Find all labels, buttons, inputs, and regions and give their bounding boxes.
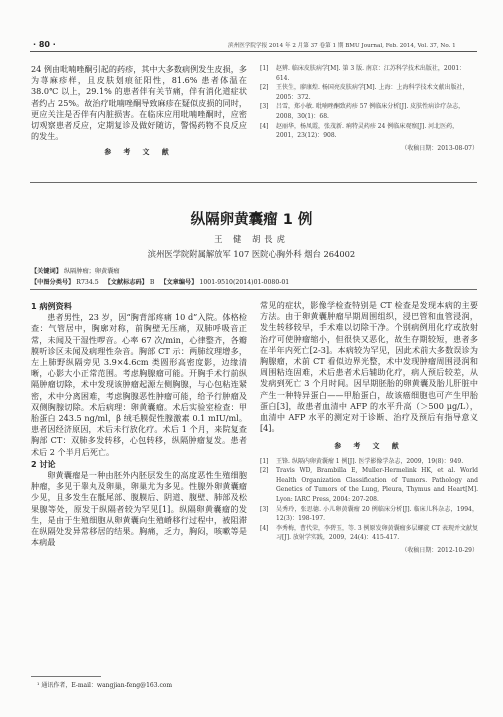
meta-divider bbox=[30, 289, 477, 290]
header-divider bbox=[30, 51, 477, 52]
article-right-column bbox=[260, 300, 478, 556]
references-list bbox=[260, 457, 478, 556]
reference-item: [4] 李秀梅，曹代荣，李碧玉，等. 3 例原发卵黄囊瘤多层螺旋 CT 表现并文献复习[J]. 放射学实践，2009，24(4)：415-417. bbox=[260, 524, 478, 542]
clc-label: 【中图分类号】 bbox=[31, 279, 75, 286]
article-title: 纵隔卵黄囊瘤 1 例 bbox=[190, 212, 313, 228]
previous-received-date: （收稿日期：2013-08-07） bbox=[401, 144, 478, 152]
discussion-paragraph: 卵黄囊瘤是一种由胚外内胚层发生的高度恶性生殖细胞肿瘤，多见于睾丸及卵巢，卵巢尤为多见。性腺外卵黄囊瘤少见，且多发生在骶尾部、腹膜后、阴道、腹壁、肺部及松果腺等处，原发于纵隔者较为罕见[1]。纵隔卵黄囊瘤的发生，是由于生殖细胞从卵黄囊向生殖嵴移行过程中，被阻滞在纵隔处发异常移居的结果。胸痛，乏力，胸闷，咳嗽等是本病最 bbox=[31, 470, 247, 548]
corresponding-author-footnote: ¹ 通讯作者，E-mail：wangjian-feng@163.com bbox=[37, 682, 173, 689]
article-authors: 王 健 胡長虎 bbox=[214, 234, 289, 244]
doc-code-label: 【文献标志码】 bbox=[104, 279, 148, 286]
previous-paragraph: 24 例由吡喃唑酮引起的药疹，其中大多数病例发生皮损，多为荨麻疹样，且皮肤划痕征阳性，81.6% 患者体温在 38.0℃ 以上，29.1% 的患者伴有关节痛，伴有消化道症状者约占 25%。故治疗吡喃唑酮导致麻疹在疑似皮损的同时，更应关注是否伴有内脏损害。在临床应用吡喃唑酮时，应密切观察患者反应，定期复诊及做好随访，警惕药物不良反应的发生。 bbox=[31, 64, 247, 142]
classification-line bbox=[31, 277, 289, 286]
discussion-continued: 常见的症状，影像学检查特别是 CT 检查是发现本病的主要方法。由于卵黄囊肿瘤早期周围组织，浸巴管和血管浸润，发生转移较早，手术难以切除干净。个别病例用化疗或放射治疗可使肿瘤缩小，但很快又恶化，故生存期较短，患者多在半年内死亡[2-3]。本病较为罕见，因此术前大多数误诊为胸腺瘤，术前 CT 看似边界光整，术中发现肿瘤周围浸润和周围粘连固难，术后患者术后辅助化疗，病人预后较差，从发病到死亡 3 个月时间。因早期胚胎的卵黄囊及胎儿肝脏中产生一种特异蛋白——甲胎蛋白，故该癌细胞也可产生甲胎蛋白[3]，故患者血清中 AFP 的水平升高（＞500 μg/L），血清中 AFP 水平的测定对于诊断、治疗及预后有指导意义[4]。 bbox=[260, 300, 478, 434]
article-left-column bbox=[31, 300, 247, 548]
reference-item: [1] 赵辨. 临床皮肤病学[M]. 第 3 版. 南京：江苏科学技术出版社，2001：614. bbox=[260, 65, 466, 82]
case-heading: 1 病例资料 bbox=[31, 301, 72, 311]
previous-references-heading: 参 考 文 献 bbox=[104, 148, 174, 157]
references-heading: 参 考 文 献 bbox=[334, 442, 404, 451]
reference-item: [1] 王锋. 纵隔内卵黄囊瘤 1 例[J]. 医学影像学杂志，2009，19(8)：949. bbox=[260, 457, 464, 465]
clc-value: R734.5 bbox=[76, 279, 99, 286]
keywords-label: 【关键词】 bbox=[31, 268, 62, 275]
article-no-value: 1001-9510(2014)01-0080-01 bbox=[199, 279, 290, 286]
case-paragraph: 患者男性，23 岁，因“胸背部疼痛 10 d”入院。体格检查：气管居中，胸廓对称，前胸壁无压痛，双肺呼吸音正常，未闻及干湿性啰音。心率 67 次/min，心律整齐，各瓣膜听诊区未闻及病理性杂音。胸部 CT 示：两肺纹理增多，左上肺野纵隔旁见 3.9×4.6cm 类圆形高密度影，边缘清晰，心影大小正常范围。考虑胸腺瘤可能。开胸手术行前纵隔肿瘤切除，术中发现该肿瘤起源左侧胸腺，与心包粘连紧密，术中分离困难，考虑胸腺恶性肿瘤可能，给予行肿瘤及双侧胸腺切除。术后病理：卵黄囊瘤。术后实验室检查：甲胎蛋白 243.5 ng/ml，β 绒毛膜促性腺激素 0.1 mIU/ml。患者因经济原因，术后未行放化疗。术后 1 个月，来院复查胸部 CT：双肺多发转移，心包转移，纵隔肿瘤复发。患者术后 2 个半月后死亡。 bbox=[31, 312, 247, 457]
received-date: （收稿日期：2012-10-29） bbox=[401, 546, 478, 554]
page-number: · 80 · bbox=[33, 40, 56, 49]
article-divider bbox=[30, 182, 477, 183]
reference-item: [4] 赵丽华，杨凤霞，张茂新. 痢特灵药疹 24 例临床观察[J]. 河北医药，2001，23(12)：908. bbox=[260, 122, 459, 140]
discussion-heading: 2 讨论 bbox=[31, 458, 56, 469]
journal-header: 滨州医学院学报 2014 年 2 月第 37 卷第 1 期 BMU Journal, Feb. 2014, Vol. 37, No. 1 bbox=[228, 43, 456, 49]
doc-code-value: B bbox=[149, 279, 155, 286]
reference-item: [2] Travis WD, Brambilla E, Muller-Hermelink HK, et al. World Health Organization Classification of Tumors. Pathology and Genetics of Tumors of the Lung, Pleura, Thymus and Heart[M]. Lyon: IARC Press, 2004: 207-208. bbox=[260, 467, 478, 504]
reference-item: [3] 吴秀玲，张思德. 小儿卵黄囊瘤 20 例临床分析[J]. 临床儿科杂志，1994，12(3)：198-197. bbox=[260, 505, 478, 523]
keywords: 纵隔肿瘤；卵黄囊瘤 bbox=[63, 268, 120, 275]
article-affiliation: 滨州医学院附属解放军 107 医院心胸外科 烟台 264002 bbox=[147, 249, 356, 259]
previous-references bbox=[260, 64, 478, 153]
keywords-line bbox=[31, 266, 120, 275]
article-no-label: 【文章编号】 bbox=[160, 279, 198, 286]
previous-article-text bbox=[31, 64, 247, 159]
reference-item: [3] 吕雪，郑小敏. 吡喃唑酮致药疹 57 例临床分析[J]. 皮肤性病诊疗杂志，2008，30(1)：68. bbox=[260, 103, 465, 120]
reference-item: [2] 王侠生，廖康煌. 杨国亮皮肤病学[M]. 上海：上海科学技术文献出版社，2005：372. bbox=[260, 84, 469, 101]
footnote-divider bbox=[31, 676, 101, 677]
